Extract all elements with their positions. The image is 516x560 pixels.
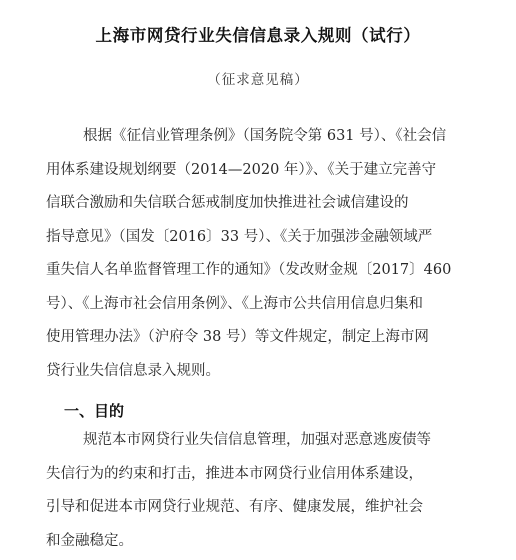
document-title: 上海市网贷行业失信信息录入规则（试行） <box>95 26 421 45</box>
section-line: 和金融稳定。 <box>46 533 133 549</box>
document-subtitle: （征求意见稿） <box>207 72 309 88</box>
preamble-line: 根据《征信业管理条例》（国务院令第 631 号）、《社会信 <box>83 128 447 144</box>
preamble-line: 号）、《上海市社会信用条例》、《上海市公共信用信息归集和 <box>46 296 423 312</box>
section-line: 失信行为的约束和打击，推进本市网贷行业信用体系建设， <box>46 466 423 482</box>
section-line: 引导和促进本市网贷行业规范、有序、健康发展，维护社会 <box>46 499 423 515</box>
preamble-line: 信联合激励和失信联合惩戒制度加快推进社会诚信建设的 <box>46 195 409 211</box>
preamble-line: 贷行业失信信息录入规则。 <box>46 363 220 379</box>
preamble-line: 使用管理办法》（沪府令 38 号）等文件规定，制定上海市网 <box>46 329 429 345</box>
preamble-line: 重失信人名单监督管理工作的通知》（发改财金规〔2017〕460 <box>46 262 452 278</box>
preamble-line: 用体系建设规划纲要（2014—2020 年）》、《关于建立完善守 <box>46 162 437 178</box>
section-line: 规范本市网贷行业失信信息管理，加强对恶意逃废债等 <box>83 432 431 448</box>
preamble-line: 指导意见》（国发〔2016〕33 号）、《关于加强涉金融领域严 <box>46 229 433 245</box>
section-heading-purpose: 一、目的 <box>64 402 125 420</box>
